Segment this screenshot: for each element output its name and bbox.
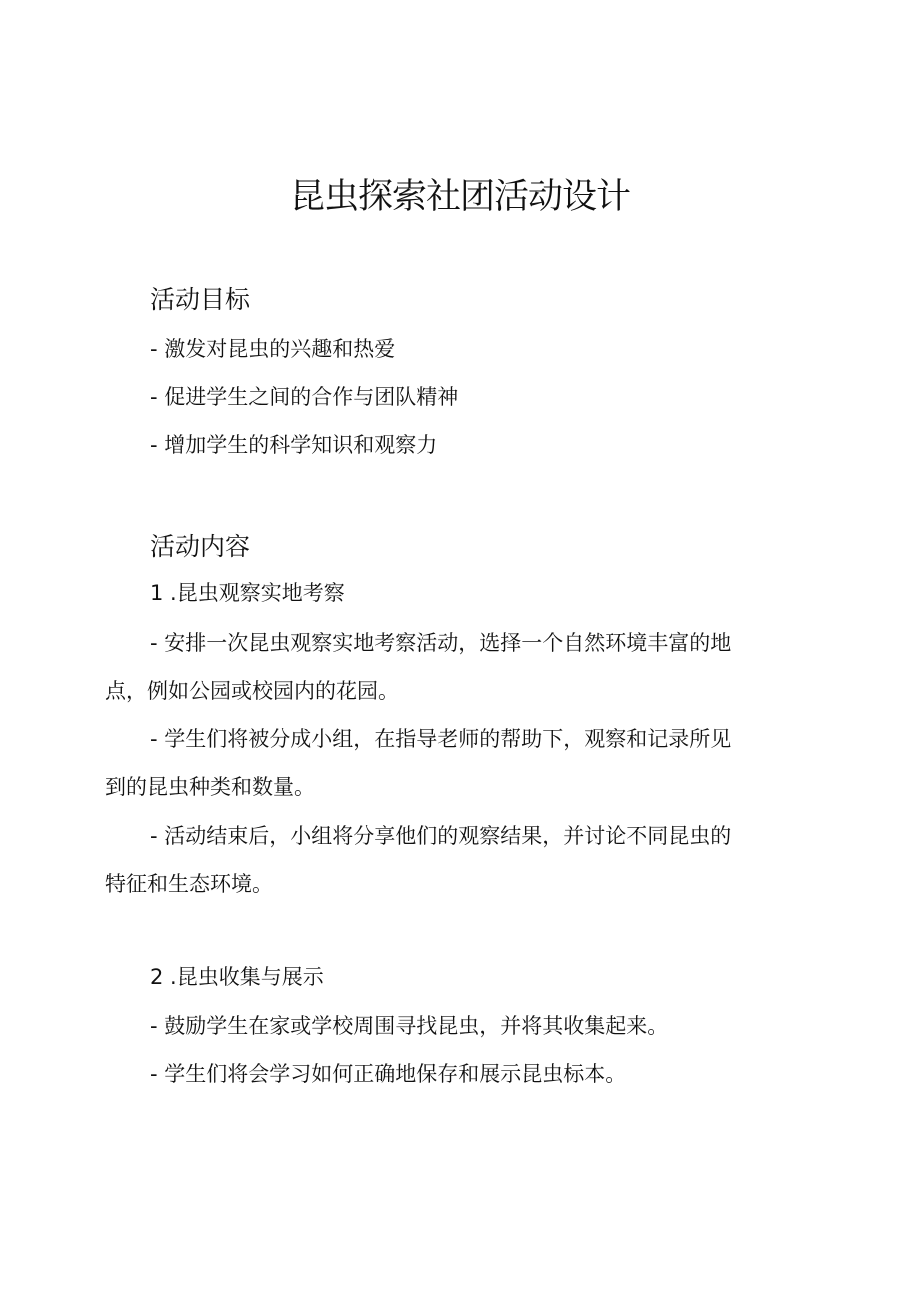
goal-bullet: - 增加学生的科学知识和观察力 bbox=[150, 433, 438, 457]
numbered-item-title: 2 .昆虫收集与展示 bbox=[150, 965, 324, 989]
content-bullet: - 鼓励学生在家或学校周围寻找昆虫，并将其收集起来。 bbox=[150, 1014, 669, 1038]
paragraph-line: 特征和生态环境。 bbox=[105, 872, 273, 896]
numbered-item-title: 1 .昆虫观察实地考察 bbox=[150, 581, 345, 605]
paragraph-line: 到的昆虫种类和数量。 bbox=[105, 775, 315, 799]
paragraph-line: - 学生们将被分成小组，在指导老师的帮助下，观察和记录所见 bbox=[150, 727, 732, 751]
paragraph-line: 点，例如公园或校园内的花园。 bbox=[105, 679, 399, 703]
goal-bullet: - 激发对昆虫的兴趣和热爱 bbox=[150, 337, 396, 361]
section-heading-goals: 活动目标 bbox=[150, 285, 251, 314]
paragraph-line: - 活动结束后，小组将分享他们的观察结果，并讨论不同昆虫的 bbox=[150, 824, 732, 848]
paragraph-line: - 安排一次昆虫观察实地考察活动，选择一个自然环境丰富的地 bbox=[150, 631, 732, 655]
goal-bullet: - 促进学生之间的合作与团队精神 bbox=[150, 385, 459, 409]
section-heading-content: 活动内容 bbox=[150, 532, 251, 561]
content-bullet: - 学生们将会学习如何正确地保存和展示昆虫标本。 bbox=[150, 1062, 627, 1086]
document-title: 昆虫探索社团活动设计 bbox=[289, 177, 630, 217]
